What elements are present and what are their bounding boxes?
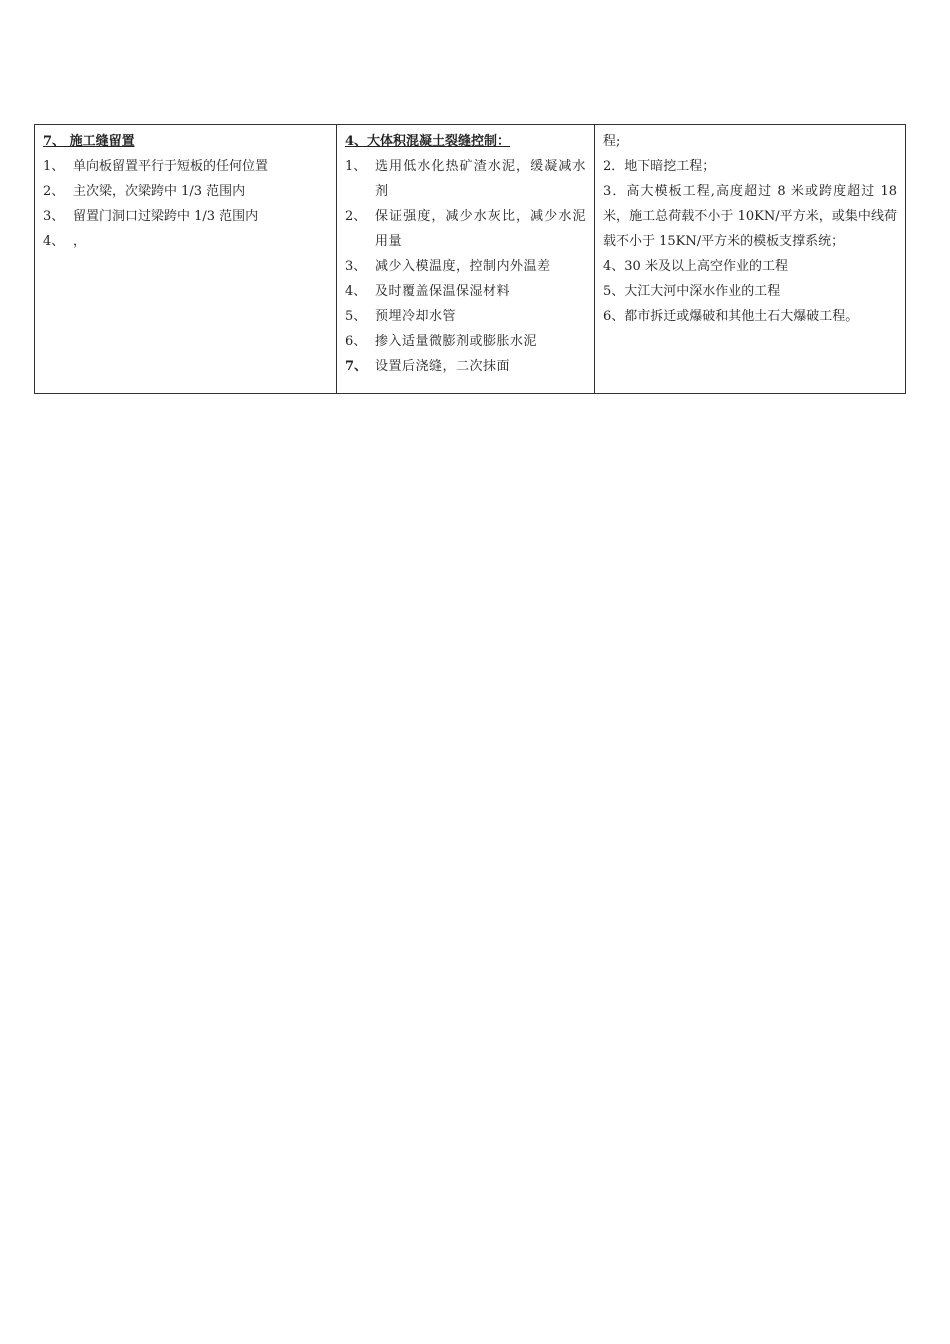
item-text: 预埋冷却水管 <box>375 309 457 324</box>
item-text: 及时覆盖保温保湿材料 <box>375 284 511 299</box>
item-text: 保证强度，减少水灰比，减少水泥用量 <box>375 209 586 249</box>
item-text: 留置门洞口过梁跨中 1/3 范围内 <box>73 209 259 224</box>
item-number: 3、 <box>345 259 367 274</box>
item-number: 1、 <box>43 159 65 174</box>
hazard-line: 2．地下暗挖工程； <box>603 159 716 174</box>
list-item <box>345 204 586 254</box>
list-item <box>43 179 328 204</box>
mass-concrete-heading: 4、大体积混凝土裂缝控制： <box>345 134 511 149</box>
item-text: ， <box>73 234 87 249</box>
table-row <box>35 125 906 394</box>
list-item <box>345 329 586 354</box>
mass-concrete-crack-cell <box>337 125 595 394</box>
list-item <box>345 354 586 379</box>
hazard-line: 程; <box>603 134 621 149</box>
hazard-line: 4、30 米及以上高空作业的工程 <box>603 259 788 274</box>
item-number: 2、 <box>345 209 367 224</box>
item-number: 5、 <box>345 309 367 324</box>
item-text: 掺入适量微膨剂或膨胀水泥 <box>375 334 538 349</box>
item-number: 3、 <box>43 209 65 224</box>
list-item <box>345 304 586 329</box>
list-item <box>43 154 328 179</box>
item-text: 主次梁，次梁跨中 1/3 范围内 <box>73 184 246 199</box>
item-text: 设置后浇缝，二次抹面 <box>375 359 511 374</box>
list-item <box>43 229 328 254</box>
item-number: 1、 <box>345 159 367 174</box>
item-number: 6、 <box>345 334 367 349</box>
item-number: 4、 <box>345 284 367 299</box>
list-item <box>345 254 586 279</box>
list-item <box>43 204 328 229</box>
hazard-line: 5、大江大河中深水作业的工程 <box>603 284 781 299</box>
hazard-line: 6、都市拆迁或爆破和其他土石大爆破工程。 <box>603 309 859 324</box>
construction-joint-cell <box>35 125 337 394</box>
content-table <box>34 124 906 394</box>
list-item <box>345 154 586 204</box>
list-item <box>345 279 586 304</box>
item-text: 减少入模温度，控制内外温差 <box>375 259 551 274</box>
item-number: 2、 <box>43 184 65 199</box>
hazard-line: 3．高大模板工程,高度超过 8 米或跨度超过 18 米，施工总荷载不小于 10KN/平方米，或集中线荷载不小于 15KN/平方米的模板支撑系统； <box>603 184 897 249</box>
item-text: 单向板留置平行于短板的任何位置 <box>73 159 269 174</box>
construction-joint-heading: 7、 施工缝留置 <box>43 134 135 149</box>
hazardous-works-cell <box>595 125 906 394</box>
item-number: 4、 <box>43 234 65 249</box>
item-text: 选用低水化热矿渣水泥，缓凝减水剂 <box>375 159 586 199</box>
item-number: 7、 <box>345 359 368 374</box>
